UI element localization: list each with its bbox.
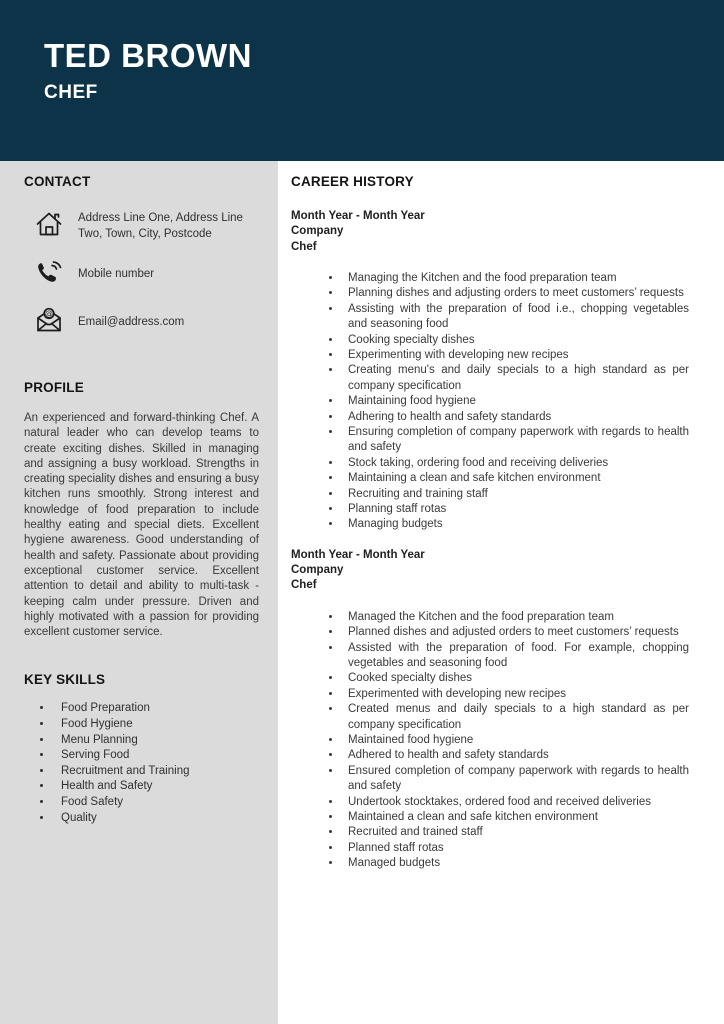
phone-icon [33, 256, 65, 293]
duty-item: • Managing the Kitchen and the food preparation team [342, 271, 689, 286]
duty-item: • Experimenting with developing new recipes [342, 348, 689, 363]
duty-item: • Cooking specialty dishes [342, 333, 689, 348]
duty-item: • Adhering to health and safety standards [342, 410, 689, 425]
career-history-section [278, 161, 724, 1024]
profile-section [24, 380, 259, 640]
sidebar [0, 161, 278, 1024]
contact-row-address [24, 208, 259, 245]
key-skills-list [24, 701, 259, 826]
duty-item: • Planning dishes and adjusting orders to meet customers’ requests [342, 286, 689, 301]
svg-text:@: @ [45, 309, 53, 319]
contact-row-phone [24, 256, 259, 293]
job-dates: Month Year - Month Year [291, 210, 425, 222]
candidate-name: TED BROWN [44, 37, 252, 74]
contact-phone: Mobile number [78, 267, 155, 280]
contact-list [24, 208, 259, 341]
job-role: Chef [291, 240, 317, 253]
duty-item: • Maintaining a clean and safe kitchen environment [342, 471, 689, 486]
key-skills-section [24, 672, 259, 826]
job-entry-2 [291, 548, 689, 872]
skill-item: • Food Preparation [53, 701, 259, 717]
skill-item: • Serving Food [53, 748, 259, 764]
duty-item: • Experimented with developing new recipes [342, 687, 689, 702]
home-icon [33, 208, 65, 245]
header-band [0, 0, 724, 161]
duty-item: • Undertook stocktakes, ordered food and received deliveries [342, 795, 689, 810]
duty-item: • Maintained food hygiene [342, 733, 689, 748]
skill-item: • Food Hygiene [53, 717, 259, 733]
candidate-title: CHEF [44, 82, 98, 104]
skill-item: • Recruitment and Training [53, 764, 259, 780]
duty-item: • Managed budgets [342, 856, 689, 871]
duty-item: • Stock taking, ordering food and receiving deliveries [342, 456, 689, 471]
duty-item: • Managing budgets [342, 517, 689, 532]
contact-heading: CONTACT [24, 174, 91, 189]
duty-item: • Planned staff rotas [342, 841, 689, 856]
duty-item: • Ensuring completion of company paperwork with regards to health and safety [342, 425, 689, 456]
skill-item: • Food Safety [53, 795, 259, 811]
duty-item: • Cooked specialty dishes [342, 671, 689, 686]
key-skills-heading: KEY SKILLS [24, 672, 106, 688]
job-company: Company [291, 564, 344, 577]
duty-item: • Assisting with the preparation of food i.e., chopping vegetables and seasoning food [342, 302, 689, 333]
duty-item: • Assisted with the preparation of food. For example, chopping vegetables and seasoning food [342, 641, 689, 672]
profile-heading: PROFILE [24, 380, 84, 395]
job-dates: Month Year - Month Year [291, 548, 425, 561]
duty-item: • Creating menu's and daily specials to a high standard as per company specification [342, 363, 689, 394]
contact-email: Email@address.com [78, 315, 185, 328]
duty-item: • Ensured completion of company paperwork with regards to health and safety [342, 764, 689, 795]
skill-item: • Quality [53, 811, 259, 827]
contact-address: Address Line One, Address Line Two, Town, City, Postcode [78, 212, 243, 240]
skill-item: • Menu Planning [53, 733, 259, 749]
duty-item: • Adhered to health and safety standards [342, 748, 689, 763]
job-company: Company [291, 225, 344, 238]
job-duties-list [291, 610, 689, 872]
duty-item: • Maintaining food hygiene [342, 394, 689, 409]
career-history-heading: CAREER HISTORY [291, 174, 414, 189]
duty-item: • Maintained a clean and safe kitchen environment [342, 810, 689, 825]
contact-row-email [24, 304, 259, 341]
duty-item: • Recruited and trained staff [342, 825, 689, 840]
profile-text: An experienced and forward-thinking Chef. A natural leader who can develop teams to create exciting dishes. Skilled in managing and assigning a busy workload. Strengths in creating speciality dishes and ensuring a busy kitchen runs smoothly. Strong interest and knowledge of food preparation to include healthy eating and special diets. Excellent hygiene awareness. Good understanding of health and safety. Passionate about providing exceptional customer service. Excellent attention to detail and ability to multi-task - keeping calm under pressure. Driven and highly motivated with a passion for providing excellent customer service. [24, 412, 259, 639]
duty-item: • Managed the Kitchen and the food preparation team [342, 610, 689, 625]
email-icon [33, 304, 65, 341]
duty-item: • Planning staff rotas [342, 502, 689, 517]
job-duties-list [291, 271, 689, 533]
job-role: Chef [291, 579, 317, 592]
duty-item: • Created menus and daily specials to a high standard as per company specification [342, 702, 689, 733]
job-entry-1 [291, 209, 689, 533]
skill-item: • Health and Safety [53, 779, 259, 795]
duty-item: • Planned dishes and adjusted orders to meet customers’ requests [342, 625, 689, 640]
duty-item: • Recruiting and training staff [342, 487, 689, 502]
